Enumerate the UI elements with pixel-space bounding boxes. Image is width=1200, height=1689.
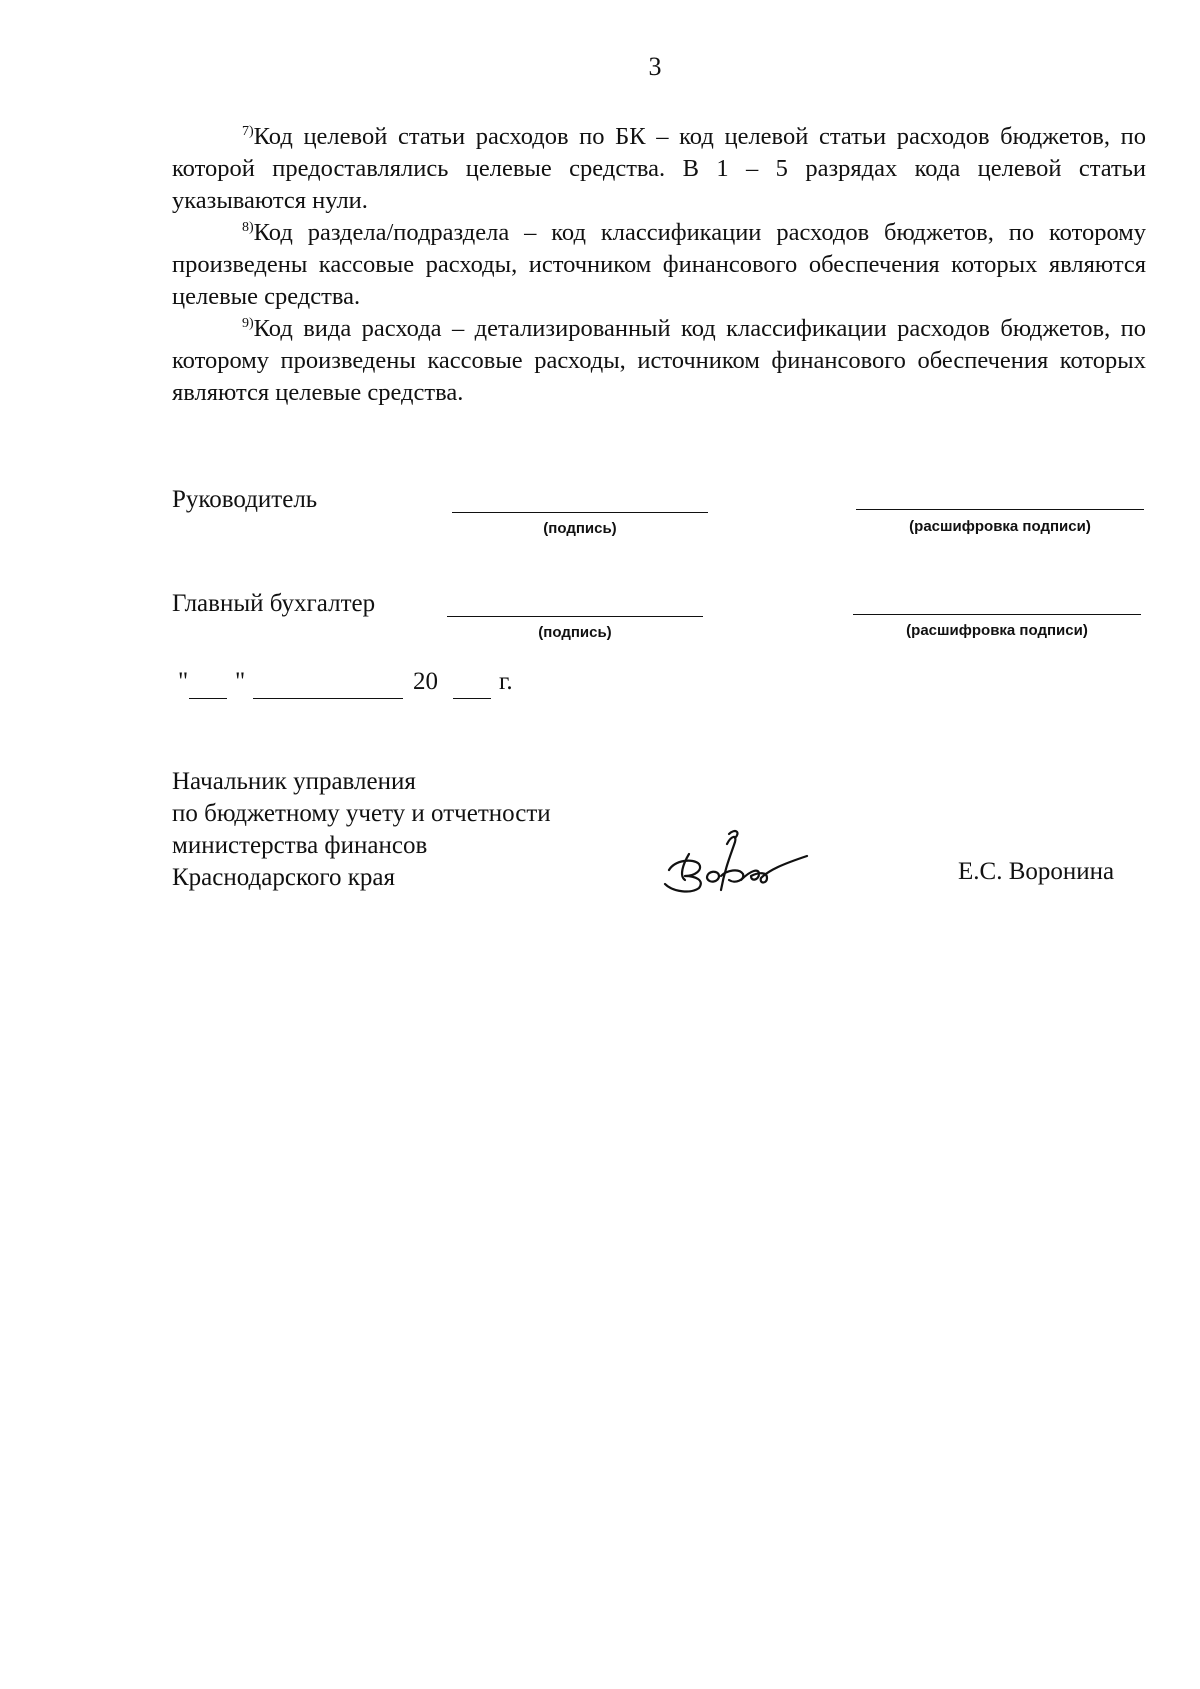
footnotes-block xyxy=(172,121,1146,409)
head-signature-caption: (подпись) xyxy=(543,520,617,537)
date-open-quote: " xyxy=(178,668,189,695)
chief-accountant-signature-line xyxy=(447,616,703,617)
date-day-line xyxy=(189,698,227,699)
chief-accountant-name-caption: (расшифровка подписи) xyxy=(906,622,1088,639)
approver-title-line: Начальник управления xyxy=(172,768,416,795)
footnote-mark: 9) xyxy=(242,316,254,331)
chief-accountant-label: Главный бухгалтер xyxy=(172,590,376,617)
date-century: 20 xyxy=(413,668,438,695)
head-name-line xyxy=(856,509,1144,510)
footnote-text: Код целевой статьи расходов по БК – код целевой статьи расходов бюджетов, по которой предоставлялись целевые средства. В 1 – 5 разрядах кода целевой статьи указываются нули. xyxy=(172,123,1146,214)
approver-name: Е.С. Воронина xyxy=(958,858,1115,885)
approver-title-line: Краснодарского края xyxy=(172,864,395,891)
handwritten-signature xyxy=(655,820,815,900)
page-number: 3 xyxy=(648,52,662,81)
date-close-quote: " xyxy=(235,668,246,695)
date-year-suffix: г. xyxy=(499,668,513,695)
head-signature-line xyxy=(452,512,708,513)
chief-accountant-signature-caption: (подпись) xyxy=(538,624,612,641)
date-year-line xyxy=(453,698,491,699)
footnote-mark: 8) xyxy=(242,220,254,235)
head-label: Руководитель xyxy=(172,486,318,513)
date-month-line xyxy=(253,698,403,699)
footnote-8 xyxy=(172,217,1146,313)
footnote-mark: 7) xyxy=(242,124,254,139)
footnote-text: Код раздела/подраздела – код классификации расходов бюджетов, по которому произведены кассовые расходы, источником финансового обеспечения которых являются целевые средства. xyxy=(172,219,1146,310)
approver-title-line: по бюджетному учету и отчетности xyxy=(172,800,551,827)
footnote-text: Код вида расхода – детализированный код классификации расходов бюджетов, по которому произведены кассовые расходы, источником финансового обеспечения которых являются целевые средства. xyxy=(172,315,1146,406)
approver-title xyxy=(172,766,551,894)
footnote-7 xyxy=(172,121,1146,217)
head-name-caption: (расшифровка подписи) xyxy=(909,518,1091,535)
footnote-9 xyxy=(172,313,1146,409)
approver-title-line: министерства финансов xyxy=(172,832,428,859)
chief-accountant-name-line xyxy=(853,614,1141,615)
